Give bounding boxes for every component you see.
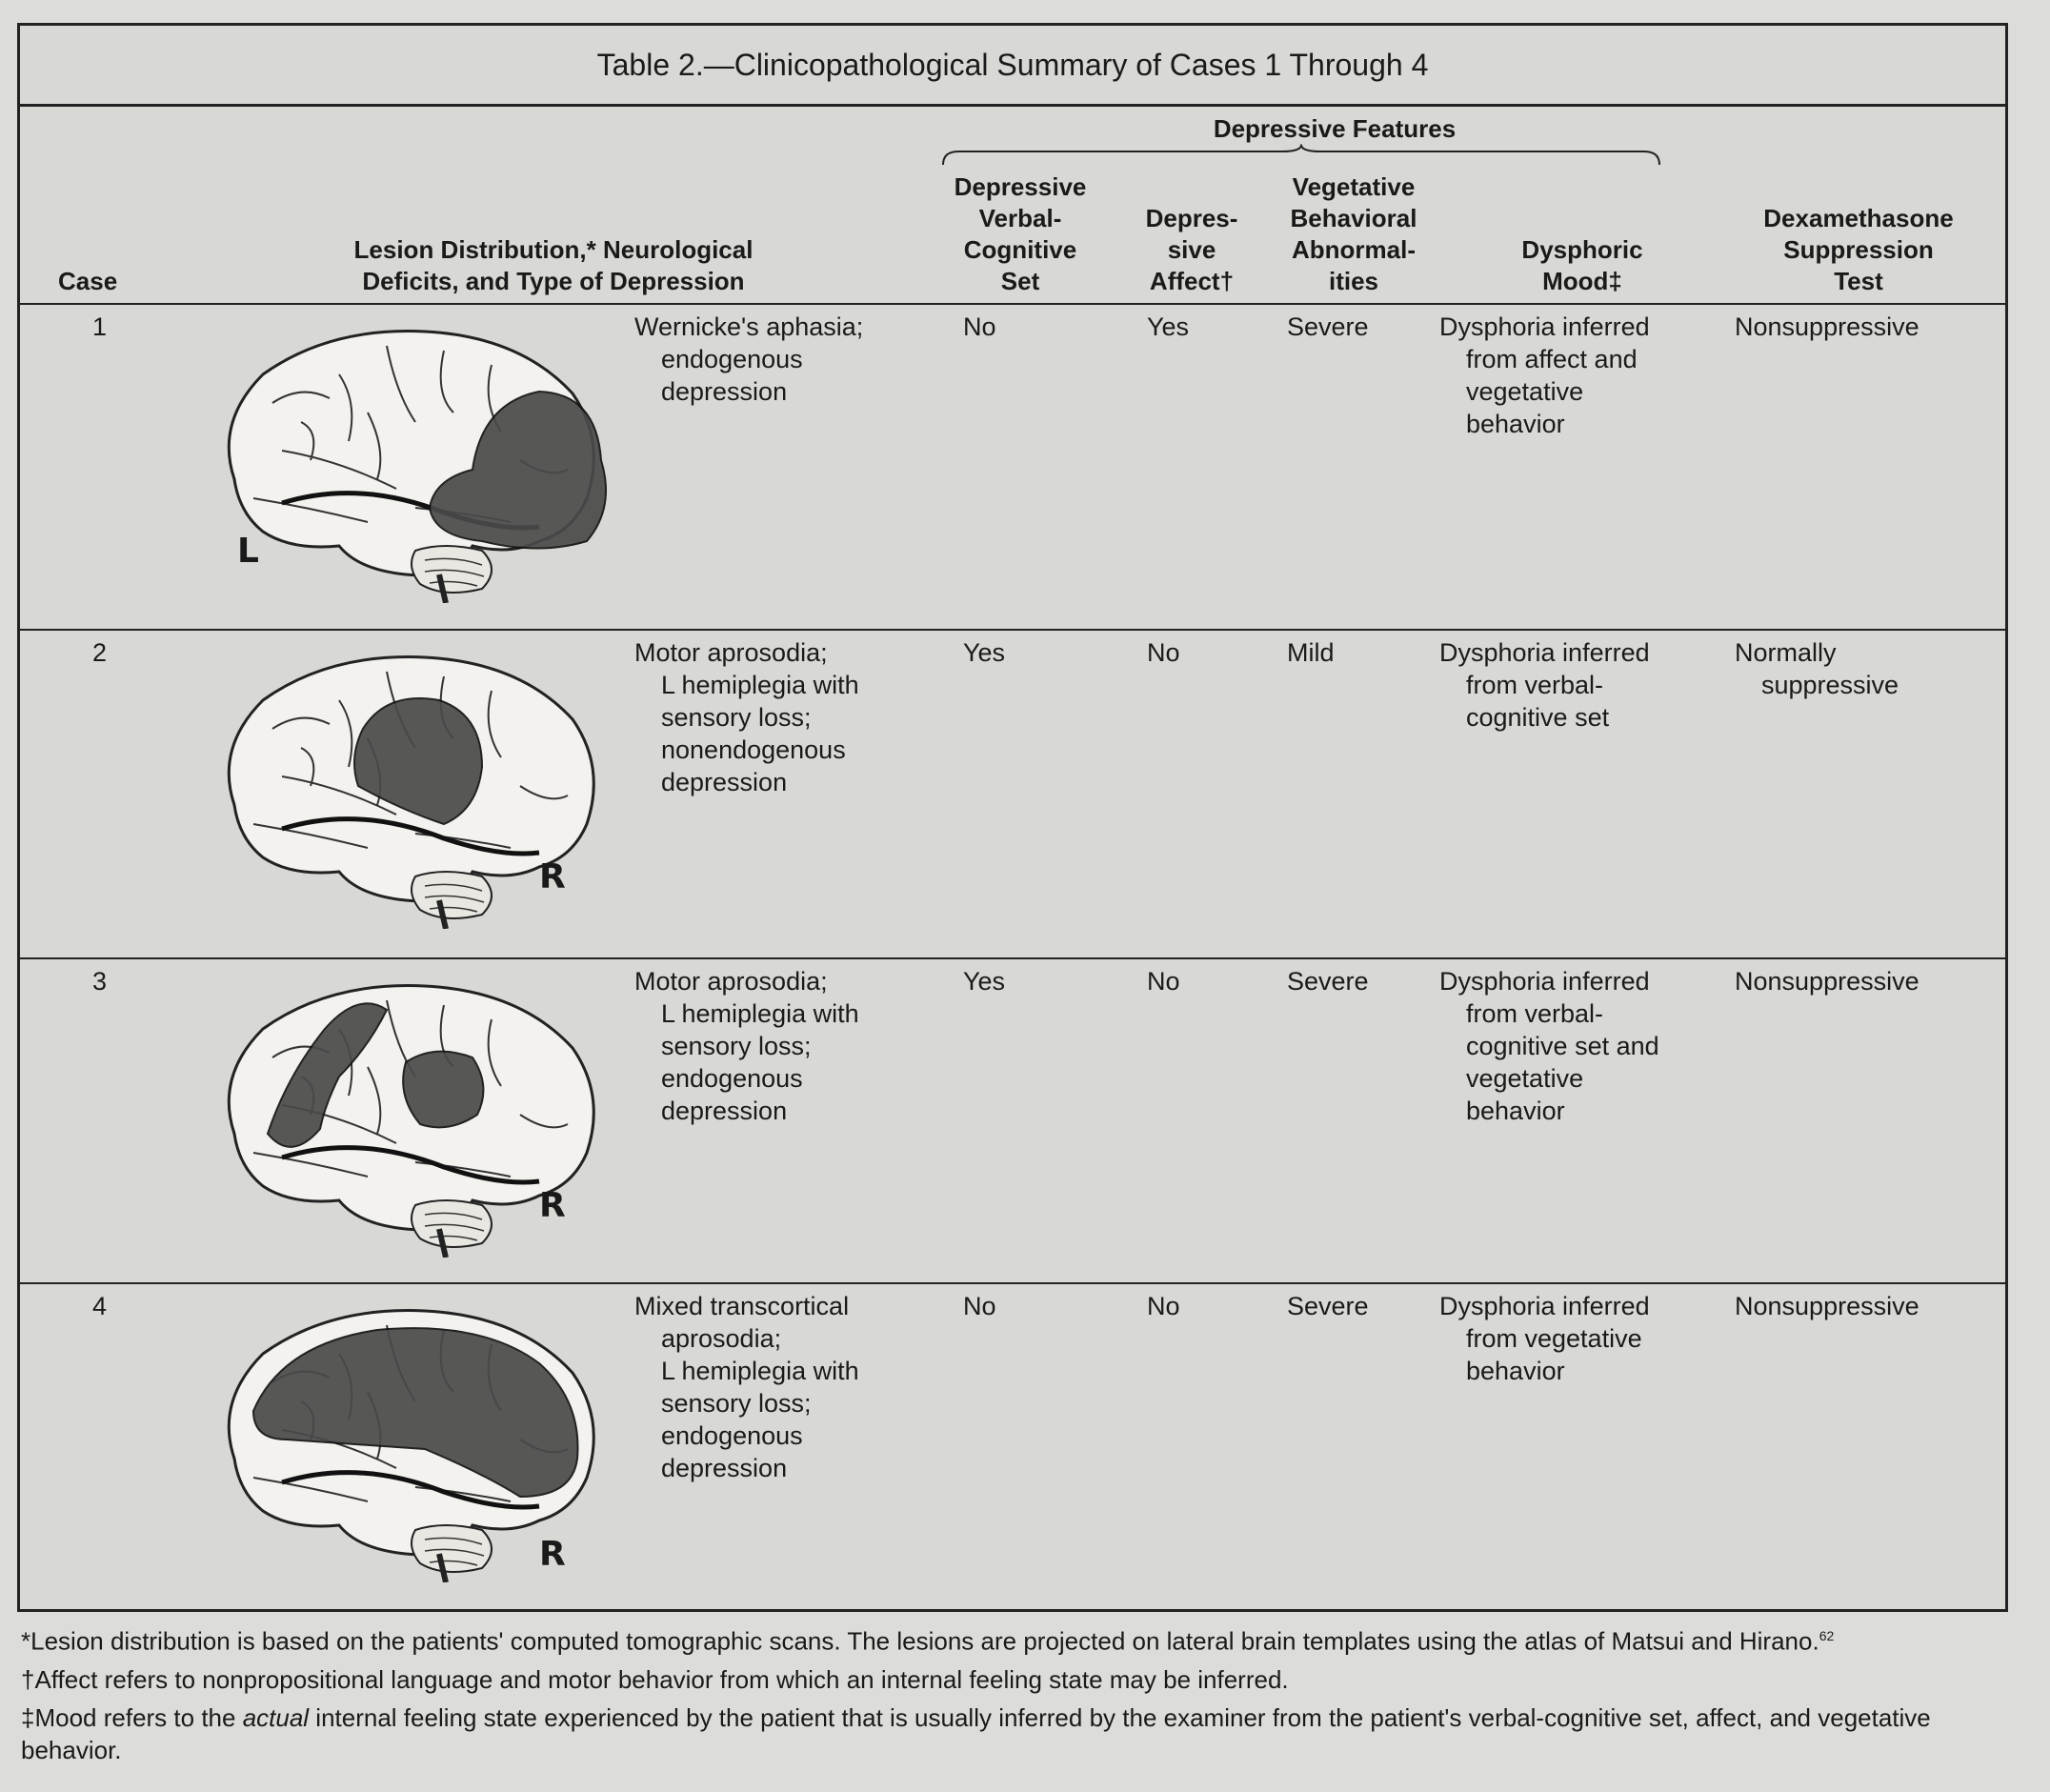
lesion-description-line: endogenous bbox=[661, 1064, 803, 1093]
table-row bbox=[20, 629, 2005, 957]
lesion-description-line: Wernicke's aphasia; bbox=[634, 312, 864, 341]
lesion-description-line: depression bbox=[661, 377, 788, 406]
cerebellum bbox=[412, 546, 492, 603]
dysphoric-mood-value-line: from vegetative bbox=[1466, 1324, 1642, 1353]
header-verbal-line: Set bbox=[1000, 267, 1040, 295]
dysphoric-mood-value-line: vegetative bbox=[1466, 1064, 1584, 1093]
dysphoric-mood-value-line: behavior bbox=[1466, 1357, 1565, 1385]
footnote-reference: 62 bbox=[1819, 1628, 1835, 1643]
cerebellum bbox=[412, 872, 492, 929]
header-affect-line: sive bbox=[1167, 235, 1216, 264]
table-title-text: Table 2.—Clinicopathological Summary of Cases 1 Through 4 bbox=[596, 47, 1429, 82]
header-dex-line: Suppression bbox=[1783, 235, 1934, 264]
dysphoric-mood-value-line: behavior bbox=[1466, 1097, 1565, 1125]
dysphoric-mood-value bbox=[1439, 311, 1725, 440]
dexamethasone-value bbox=[1735, 311, 2001, 343]
footnotes bbox=[21, 1620, 2031, 1772]
dexamethasone-value-line: Nonsuppressive bbox=[1735, 312, 1919, 341]
vegetative-value: Mild bbox=[1287, 638, 1335, 667]
hemisphere-label: R bbox=[539, 1186, 566, 1225]
header-verbal-line: Cognitive bbox=[963, 235, 1077, 264]
footnote-lesion: *Lesion distribution is based on the patients' computed tomographic scans. The lesions are projected on lateral brain templates using the atlas of Matsui and Hirano.$^{62}$ bbox=[21, 1626, 1835, 1656]
dysphoric-mood-value-line: from verbal- bbox=[1466, 671, 1604, 699]
case-number: 4 bbox=[92, 1292, 108, 1320]
dysphoric-mood-value bbox=[1439, 965, 1725, 1127]
lesion-description bbox=[634, 311, 920, 408]
lesion-description-line: sensory loss; bbox=[661, 1032, 812, 1060]
lesion-description-line: L hemiplegia with bbox=[661, 999, 859, 1028]
verbal-cognitive-value: Yes bbox=[963, 638, 1006, 667]
table-row bbox=[20, 303, 2005, 629]
header-lesion-distribution bbox=[287, 234, 820, 297]
lesion-description bbox=[634, 965, 920, 1127]
dysphoric-mood-value-line: Dysphoria inferred bbox=[1439, 967, 1650, 996]
summary-table bbox=[17, 23, 2008, 1612]
brain-diagram bbox=[196, 317, 615, 603]
header-dexamethasone-test bbox=[1716, 203, 2001, 297]
header-vegetative-line: ities bbox=[1328, 267, 1379, 295]
lesion-description-line: depression bbox=[661, 768, 788, 796]
verbal-cognitive-value: Yes bbox=[963, 967, 1006, 996]
header-affect-line: Depres- bbox=[1145, 204, 1238, 232]
dysphoric-mood-value-line: Dysphoria inferred bbox=[1439, 312, 1650, 341]
lesion-description-line: Mixed transcortical bbox=[634, 1292, 850, 1320]
header-case: Case bbox=[58, 267, 118, 295]
case-number: 3 bbox=[92, 967, 108, 996]
affect-value: No bbox=[1147, 967, 1180, 996]
table-title bbox=[20, 26, 2005, 107]
dysphoric-mood-value-line: from verbal- bbox=[1466, 999, 1604, 1028]
header-verbal-line: Verbal- bbox=[978, 204, 1062, 232]
dysphoric-mood-value-line: cognitive set bbox=[1466, 703, 1610, 732]
lesion-description-line: sensory loss; bbox=[661, 703, 812, 732]
affect-value: No bbox=[1147, 638, 1180, 667]
header-vegetative-abnormalities bbox=[1258, 171, 1449, 297]
lesion-description-line: aprosodia; bbox=[661, 1324, 782, 1353]
lesion-description-line: depression bbox=[661, 1097, 788, 1125]
header-vegetative-line: Behavioral bbox=[1290, 204, 1417, 232]
case-number: 1 bbox=[92, 312, 108, 341]
lesion-description-line: sensory loss; bbox=[661, 1389, 812, 1418]
dysphoric-mood-value-line: vegetative bbox=[1466, 377, 1584, 406]
vegetative-value: Severe bbox=[1287, 312, 1369, 341]
header-vegetative-line: Vegetative bbox=[1292, 172, 1416, 201]
lesion-description-line: depression bbox=[661, 1454, 788, 1482]
lesion-description-line: L hemiplegia with bbox=[661, 1357, 859, 1385]
vegetative-value: Severe bbox=[1287, 1292, 1369, 1320]
header-lesion-line: Lesion Distribution,* Neurological bbox=[353, 235, 754, 264]
header-depressive-affect bbox=[1115, 203, 1268, 297]
brain-diagram-svg bbox=[196, 317, 615, 603]
cerebellum bbox=[412, 1525, 492, 1582]
hemisphere-label: R bbox=[539, 1535, 566, 1574]
dysphoric-mood-value-line: cognitive set and bbox=[1466, 1032, 1659, 1060]
dysphoric-mood-value-line: Dysphoria inferred bbox=[1439, 1292, 1650, 1320]
dexamethasone-value-line: suppressive bbox=[1761, 671, 1899, 699]
dysphoric-mood-value-line: Dysphoria inferred bbox=[1439, 638, 1650, 667]
dysphoric-mood-value-line: behavior bbox=[1466, 410, 1565, 438]
dexamethasone-value bbox=[1735, 965, 2001, 997]
case-number: 2 bbox=[92, 638, 108, 667]
affect-value: No bbox=[1147, 1292, 1180, 1320]
cerebellum bbox=[412, 1200, 492, 1258]
header-dex-line: Test bbox=[1834, 267, 1883, 295]
dysphoric-mood-value bbox=[1439, 636, 1725, 734]
dexamethasone-value bbox=[1735, 1290, 2001, 1322]
dexamethasone-value-line: Nonsuppressive bbox=[1735, 1292, 1919, 1320]
header-verbal-line: Depressive bbox=[954, 172, 1087, 201]
dexamethasone-value bbox=[1735, 636, 2001, 701]
group-header-depressive-features: Depressive Features bbox=[1213, 114, 1457, 143]
header-affect-line: Affect† bbox=[1149, 267, 1235, 295]
group-header-brace bbox=[939, 144, 1663, 169]
header-dex-line: Dexamethasone bbox=[1763, 204, 1954, 232]
table-row bbox=[20, 957, 2005, 1282]
header-dysphoric-mood bbox=[1468, 234, 1697, 297]
dysphoric-mood-value-line: from affect and bbox=[1466, 345, 1638, 373]
header-vegetative-line: Abnormal- bbox=[1292, 235, 1416, 264]
lesion-description bbox=[634, 1290, 920, 1484]
lesion-description-line: endogenous bbox=[661, 1421, 803, 1450]
header-mood-line: Dysphoric bbox=[1521, 235, 1643, 264]
header-verbal-cognitive-set bbox=[925, 171, 1115, 297]
header-mood-line: Mood‡ bbox=[1542, 267, 1622, 295]
lesion-description-line: Motor aprosodia; bbox=[634, 638, 828, 667]
lesion-description bbox=[634, 636, 920, 798]
vegetative-value: Severe bbox=[1287, 967, 1369, 996]
hemisphere-label: R bbox=[539, 857, 566, 896]
dexamethasone-value-line: Nonsuppressive bbox=[1735, 967, 1919, 996]
affect-value: Yes bbox=[1147, 312, 1190, 341]
verbal-cognitive-value: No bbox=[963, 1292, 996, 1320]
header-lesion-line: Deficits, and Type of Depression bbox=[362, 267, 745, 295]
table-row bbox=[20, 1282, 2005, 1612]
lesion-description-line: Motor aprosodia; bbox=[634, 967, 828, 996]
footnote-affect: †Affect refers to nonpropositional language and motor behavior from which an internal feeling state may be inferred. bbox=[21, 1664, 1289, 1694]
hemisphere-label: L bbox=[237, 532, 259, 571]
lesion-description-line: nonendogenous bbox=[661, 735, 846, 764]
lesion-description-line: L hemiplegia with bbox=[661, 671, 859, 699]
dexamethasone-value-line: Normally bbox=[1735, 638, 1837, 667]
dysphoric-mood-value bbox=[1439, 1290, 1725, 1387]
verbal-cognitive-value: No bbox=[963, 312, 996, 341]
footnote-mood: ‡Mood refers to the actual internal feeling state experienced by the patient that is usually inferred by the examiner from the patient's verbal-cognitive set, affect, and vegetative behavior. bbox=[21, 1702, 1931, 1764]
lesion-description-line: endogenous bbox=[661, 345, 803, 373]
